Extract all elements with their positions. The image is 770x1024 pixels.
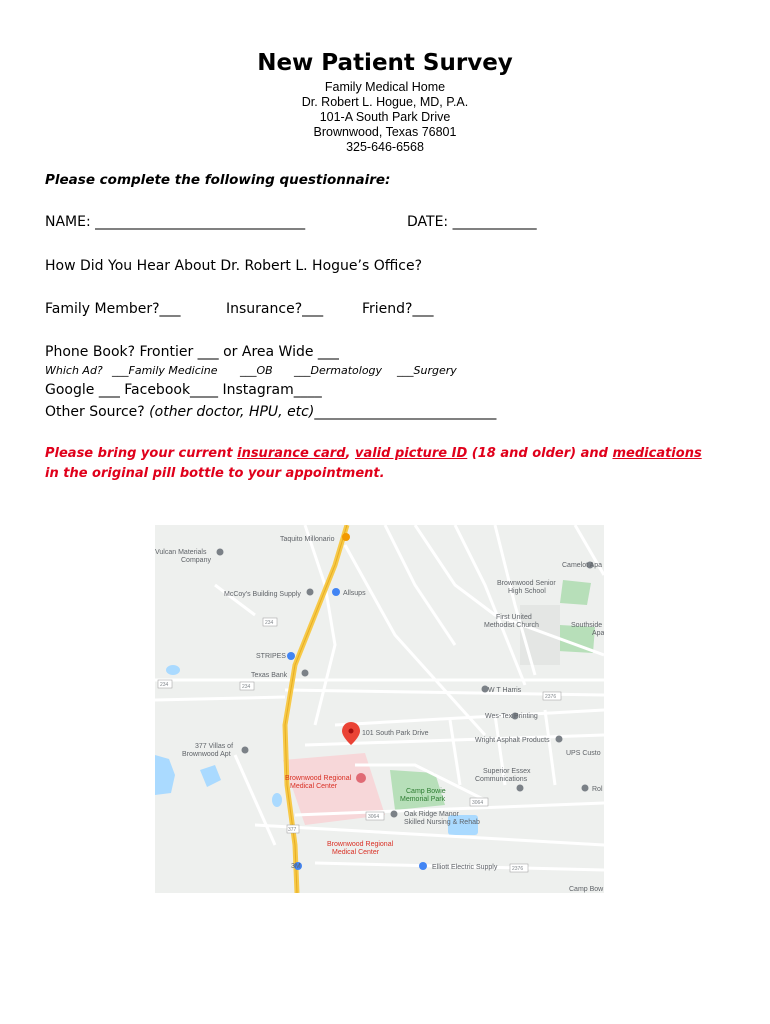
notice-comma: , [345, 446, 355, 461]
street-address: 101-A South Park Drive [319, 110, 451, 124]
phone-book-option[interactable]: Phone Book? Frontier ___ or Area Wide ___ [45, 344, 339, 360]
map-graphic [155, 525, 604, 893]
map-label: Elliott Electric Supply [432, 864, 498, 871]
map-label: Rol [592, 786, 603, 793]
store-marker-icon [419, 862, 427, 870]
map-label: McCoy's Building Supply [224, 591, 301, 598]
city-address: Brownwood, Texas 76801 [313, 125, 457, 139]
map-label: Taquito Millonario [280, 536, 335, 543]
route-234-label: 234 [242, 684, 251, 690]
map-label: Methodist Church [484, 622, 539, 629]
other-source-label: Other Source? [45, 404, 145, 420]
map-label: Brownwood Senior [497, 580, 556, 587]
map-label: Apa [592, 630, 604, 637]
map-label: Camp Bowie [406, 788, 446, 795]
map-label: Camp Bow [569, 886, 604, 893]
notice-text-2: (18 and older) and [467, 446, 613, 461]
store-marker-icon [287, 652, 295, 660]
map-label: W T Harris [488, 687, 522, 694]
map-label: Brownwood Regional [285, 775, 352, 782]
poi-marker-icon [217, 549, 224, 556]
notice-text: Please bring your current [45, 446, 238, 461]
hospital-marker-icon [356, 773, 366, 783]
notice-line-2: in the original pill bottle to your appointment. [45, 466, 385, 481]
date-field[interactable]: DATE: ____________ [407, 214, 537, 230]
map-label: Medical Center [332, 849, 380, 856]
map-label: UPS Custo [566, 750, 601, 757]
map-label: Camelot Apa [562, 562, 603, 569]
route-3064-label: 3064 [368, 814, 380, 820]
poi-marker-icon [556, 736, 563, 743]
poi-marker-icon [307, 589, 314, 596]
map-label: Texas Bank [251, 672, 288, 679]
route-234-label: 234 [160, 682, 169, 688]
doctor-name: Dr. Robert L. Hogue, MD, P.A. [301, 95, 469, 109]
map-label: Vulcan Materials [155, 549, 207, 556]
route-2376-label: 2376 [512, 866, 524, 872]
park-area [560, 580, 591, 605]
map-label: Skilled Nursing & Rehab [404, 819, 480, 826]
map-label: Brownwood Apt [182, 751, 231, 758]
map-label: Company [181, 557, 211, 564]
route-3064-label: 3064 [472, 800, 484, 806]
map-label: Memorial Park [400, 796, 446, 803]
page-title: New Patient Survey [257, 50, 513, 76]
location-map[interactable] [155, 525, 604, 893]
poi-marker-icon [517, 785, 524, 792]
water-body [272, 793, 282, 807]
map-label: Oak Ridge Manor [404, 811, 459, 818]
ad-ob-option[interactable]: ___OB [240, 364, 273, 377]
other-source-field[interactable] [45, 404, 496, 420]
map-label: Allsups [343, 590, 366, 597]
map-label: Wright Asphalt Products [475, 737, 550, 744]
map-label: Superior Essex [483, 768, 531, 775]
water-body [166, 665, 180, 675]
map-label: Southside [571, 622, 603, 629]
phone-number: 325-646-6568 [346, 140, 424, 154]
restaurant-marker-icon [342, 533, 350, 541]
poi-marker-icon [582, 785, 589, 792]
friend-option[interactable]: Friend?___ [362, 301, 434, 317]
instruction-text: Please complete the following questionnaire: [45, 172, 391, 188]
destination-pin-dot [349, 729, 354, 734]
route-234-label: 234 [265, 620, 274, 626]
destination-label: 101 South Park Drive [362, 730, 429, 737]
map-label: 377 Villas of [195, 743, 234, 750]
ad-family-medicine-option[interactable]: ___Family Medicine [112, 364, 218, 377]
route-377-label: 377 [288, 827, 297, 833]
notice-insurance-card: insurance card [237, 446, 346, 461]
practice-name: Family Medical Home [324, 80, 446, 94]
poi-marker-icon [391, 811, 398, 818]
map-label: Brownwood Regional [327, 841, 394, 848]
poi-marker-icon [302, 670, 309, 677]
map-label: STRIPES [256, 653, 286, 660]
other-source-line: __________________________ [314, 404, 497, 420]
notice-picture-id: valid picture ID [354, 446, 468, 461]
map-label: Medical Center [290, 783, 338, 790]
insurance-option[interactable]: Insurance?___ [226, 301, 324, 317]
notice-medications: medications [612, 446, 702, 461]
social-media-options[interactable]: Google ___ Facebook____ Instagram____ [45, 382, 322, 398]
referral-question: How Did You Hear About Dr. Robert L. Hogue’s Office? [45, 258, 423, 274]
other-source-hint: (other doctor, HPU, etc) [149, 404, 315, 420]
store-marker-icon [332, 588, 340, 596]
map-label: 3M [291, 863, 301, 870]
map-label: First United [496, 614, 532, 621]
route-2376-label: 2376 [545, 694, 557, 700]
ad-dermatology-option[interactable]: ___Dermatology [294, 364, 383, 377]
notice-line-1 [45, 446, 702, 461]
which-ad-label: Which Ad? [45, 364, 103, 377]
ad-surgery-option[interactable]: ___Surgery [397, 364, 457, 377]
map-label: High School [508, 588, 546, 595]
poi-marker-icon [242, 747, 249, 754]
name-field[interactable]: NAME: ______________________________ [45, 214, 306, 230]
map-label: Communications [475, 776, 528, 783]
family-member-option[interactable]: Family Member?___ [45, 301, 181, 317]
map-label: Wes-Tex Printing [485, 713, 538, 720]
